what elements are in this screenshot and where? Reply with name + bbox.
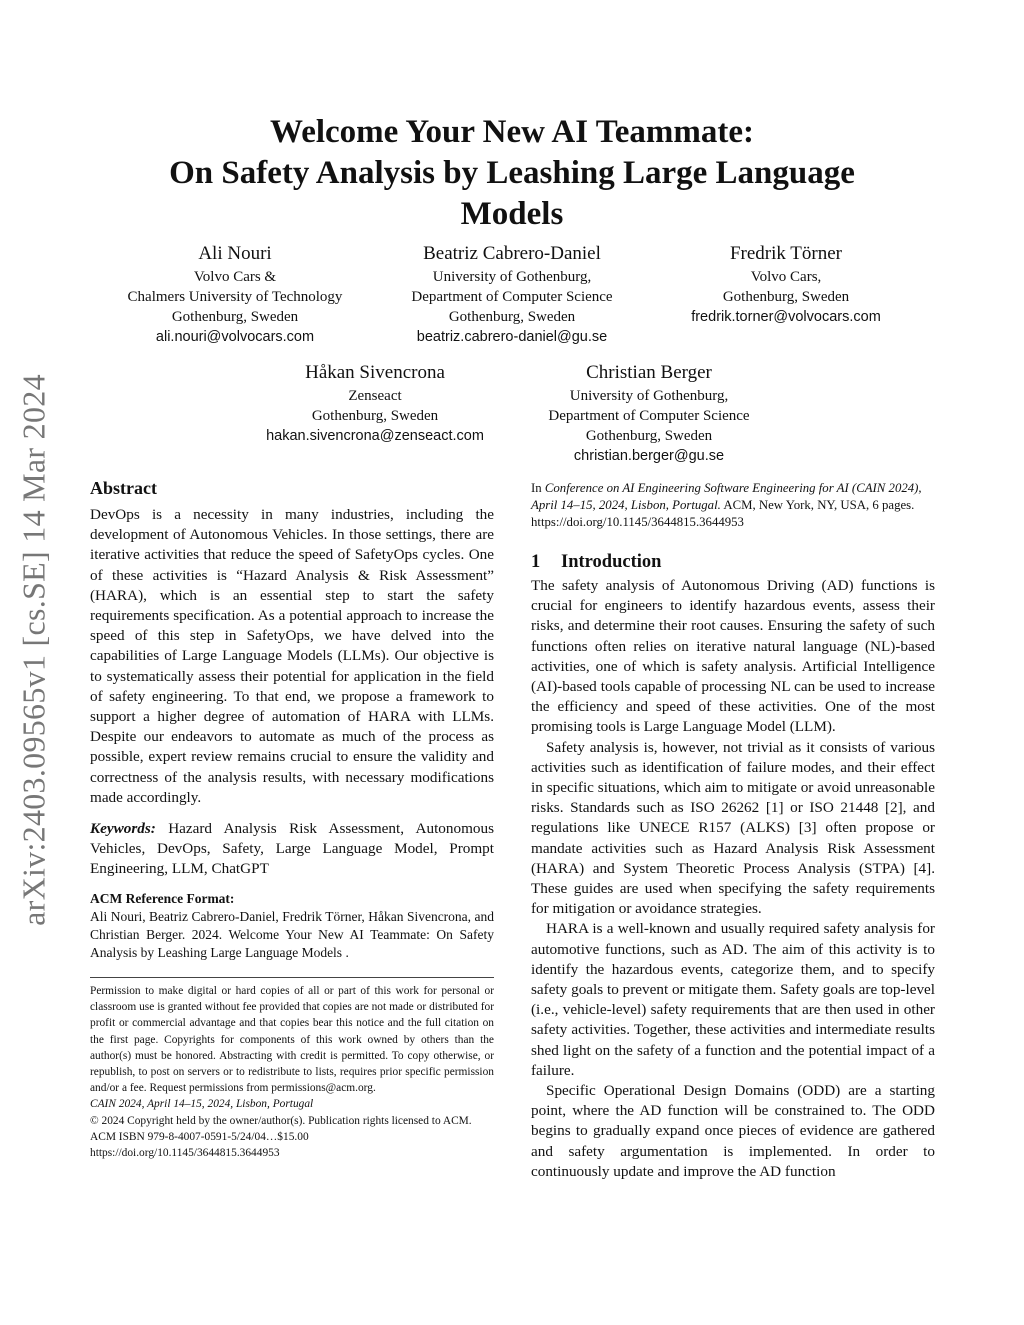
keywords bbox=[90, 819, 494, 880]
intro-paragraph: HARA is a well-known and usually required safety analysis for automotive functions, such as AD. The aim of this activity is to identify the hazardous events, categorize them, and to specify safety goals to prevent or mitigate them. Safety goals are top-level (i.e., vehicle-level) safety requirements that are then used in other safety activities. Together, these activities and intermediate results shed light on the safety of a function and the potential impact of a failure. bbox=[531, 920, 935, 1079]
keywords-text: Hazard Analysis Risk Assessment, Autonomous Vehicles, DevOps, Safety, Large Language Model, Prompt Engineering, LLM, ChatGPT bbox=[90, 820, 494, 878]
title-line-2: On Safety Analysis by Leashing Large Language bbox=[169, 155, 855, 191]
author-block bbox=[240, 361, 510, 446]
author-affiliation: Gothenburg, Sweden bbox=[311, 408, 439, 424]
arxiv-identifier bbox=[0, 355, 68, 945]
author-block bbox=[100, 242, 370, 347]
permission-text: Permission to make digital or hard copies of all or part of this work for personal or classroom use is granted without fee provided that copies are not made or distributed for profit or commercial advantage and that copies bear this notice and the full citation on the first page. Copyrights for components of this work owned by others than the author(s) must be honored. Abstracting with credit is permitted. To copy otherwise, or republish, to post on servers or to redistribute to lists, requires prior specific permission and/or a fee. Request permissions from permissions@acm.org. bbox=[90, 985, 494, 1095]
conference-details: ACM, New York, NY, USA, 6 pages. https://doi.org/10.1145/3644815.3644953 bbox=[531, 498, 915, 529]
copyright-line: © 2024 Copyright held by the owner/author(s). Publication rights licensed to ACM. bbox=[90, 1114, 472, 1127]
author-email[interactable]: hakan.sivencrona@zenseact.com bbox=[266, 428, 484, 444]
author-affiliation: University of Gothenburg, bbox=[432, 269, 592, 285]
author-block bbox=[377, 242, 647, 347]
title-line-3: Models bbox=[460, 196, 564, 232]
author-affiliation: Department of Computer Science bbox=[548, 408, 750, 424]
title-line-1: Welcome Your New AI Teammate: bbox=[270, 114, 754, 150]
author-affiliation: Zenseact bbox=[348, 388, 402, 404]
author-affiliation: Volvo Cars, bbox=[750, 269, 822, 285]
author-affiliation: Volvo Cars & bbox=[193, 269, 277, 285]
section-title: Introduction bbox=[561, 552, 662, 572]
isbn-line: ACM ISBN 979-8-4007-0591-5/24/04…$15.00 bbox=[90, 1130, 309, 1143]
author-email[interactable]: fredrik.torner@volvocars.com bbox=[691, 309, 881, 325]
section-number: 1 bbox=[531, 552, 541, 572]
abstract-heading: Abstract bbox=[90, 478, 157, 498]
author-affiliation: Gothenburg, Sweden bbox=[448, 309, 576, 325]
author-email[interactable]: christian.berger@gu.se bbox=[573, 448, 725, 464]
author-affiliation: Chalmers University of Technology bbox=[127, 289, 343, 305]
keywords-label: Keywords: bbox=[90, 820, 156, 838]
author-block bbox=[651, 242, 921, 327]
acm-reference-heading: ACM Reference Format: bbox=[90, 890, 235, 906]
conference-note bbox=[531, 480, 935, 531]
author-name: Ali Nouri bbox=[198, 243, 272, 264]
author-email[interactable]: beatriz.cabrero-daniel@gu.se bbox=[416, 329, 608, 345]
author-affiliation: Gothenburg, Sweden bbox=[171, 309, 299, 325]
venue-line: CAIN 2024, April 14–15, 2024, Lisbon, Portugal bbox=[90, 1098, 314, 1111]
paper-title bbox=[100, 112, 924, 235]
author-name: Håkan Sivencrona bbox=[305, 362, 445, 383]
author-name: Fredrik Törner bbox=[729, 243, 843, 264]
intro-paragraph: Safety analysis is, however, not trivial as it consists of various activities such as identification of failure modes, and their effect in specific situations, which aim to mitigate or avoid unreasonable risks. Standards such as ISO 26262 [1] or ISO 21448 [2], and regulations like UNECE R157 (ALKS) [3] often propose or mandate activities such as Hazard Analysis Risk Assessment (HARA) and System Theoretic Process Analysis (STPA) [4]. These guides are used when specifying the safety requirements for mitigation or avoidance strategies. bbox=[531, 738, 935, 918]
section-heading-introduction bbox=[531, 550, 935, 574]
author-affiliation: University of Gothenburg, bbox=[569, 388, 729, 404]
intro-paragraph: The safety analysis of Autonomous Driving (AD) functions is crucial for engineers to identify hazardous events, assess their risks, and determine their root causes. Ensuring the safety of such functions often relies on iterative natural language (NL)-based activities, one of which is safety analysis. Artificial Intelligence (AI)-based tools capable of processing NL can be used to increase the efficiency and speed of these activities. One of the most promising tools is Large Language Model (LLM). bbox=[531, 577, 935, 736]
arxiv-id-text: arXiv:2403.09565v1 [cs.SE] 14 Mar 2024 bbox=[15, 374, 52, 926]
acm-reference-text: Ali Nouri, Beatriz Cabrero-Daniel, Fredrik Törner, Håkan Sivencrona, and Christian Berger. 2024. Welcome Your New AI Teammate: On Safety Analysis by Leashing Large Language Models . bbox=[90, 908, 494, 960]
author-name: Christian Berger bbox=[586, 362, 712, 383]
doi-link[interactable]: https://doi.org/10.1145/3644815.3644953 bbox=[90, 1147, 280, 1160]
author-affiliation: Department of Computer Science bbox=[411, 289, 613, 305]
conference-venue: Conference on AI Engineering Software Engineering for AI (CAIN 2024), April 14–15, 2024, Lisbon, Portugal. bbox=[531, 481, 922, 512]
conference-prefix: In bbox=[531, 481, 545, 495]
abstract-text: DevOps is a necessity in many industries, including the development of Autonomous Vehicles. In those settings, there are iterative activities that reduce the speed of SafetyOps cycles. One of these activities is “Hazard Analysis & Risk Assessment” (HARA), which is an essential step to start the safety requirements specification. As a potential approach to increase the speed of this step in SafetyOps, we have delved into the capabilities of Large Language Models (LLMs). Our objective is to systematically assess their potential for application in the field of safety engineering. To that end, we propose a framework to support a higher degree of automation of HARA with LLMs. Despite our endeavors to automate as much of the process as possible, expert review remains crucial to ensure the validity and correctness of the analysis results, with necessary modifications made accordingly. bbox=[90, 506, 494, 806]
left-column bbox=[90, 477, 494, 962]
intro-paragraph: Specific Operational Design Domains (ODD) are a starting point, where the AD function will be constrained to. The ODD begins to gradually expand once pieces of evidence are gathered and safety argumentation is implemented. In order to continuously update and improve the AD function bbox=[531, 1082, 935, 1180]
author-name: Beatriz Cabrero-Daniel bbox=[423, 243, 601, 264]
author-email[interactable]: ali.nouri@volvocars.com bbox=[155, 329, 315, 345]
author-affiliation: Gothenburg, Sweden bbox=[722, 289, 850, 305]
author-affiliation: Gothenburg, Sweden bbox=[585, 428, 713, 444]
right-column bbox=[531, 480, 935, 1182]
footnote-divider bbox=[90, 977, 494, 978]
author-block bbox=[514, 361, 784, 466]
permission-footnote bbox=[90, 983, 494, 1161]
